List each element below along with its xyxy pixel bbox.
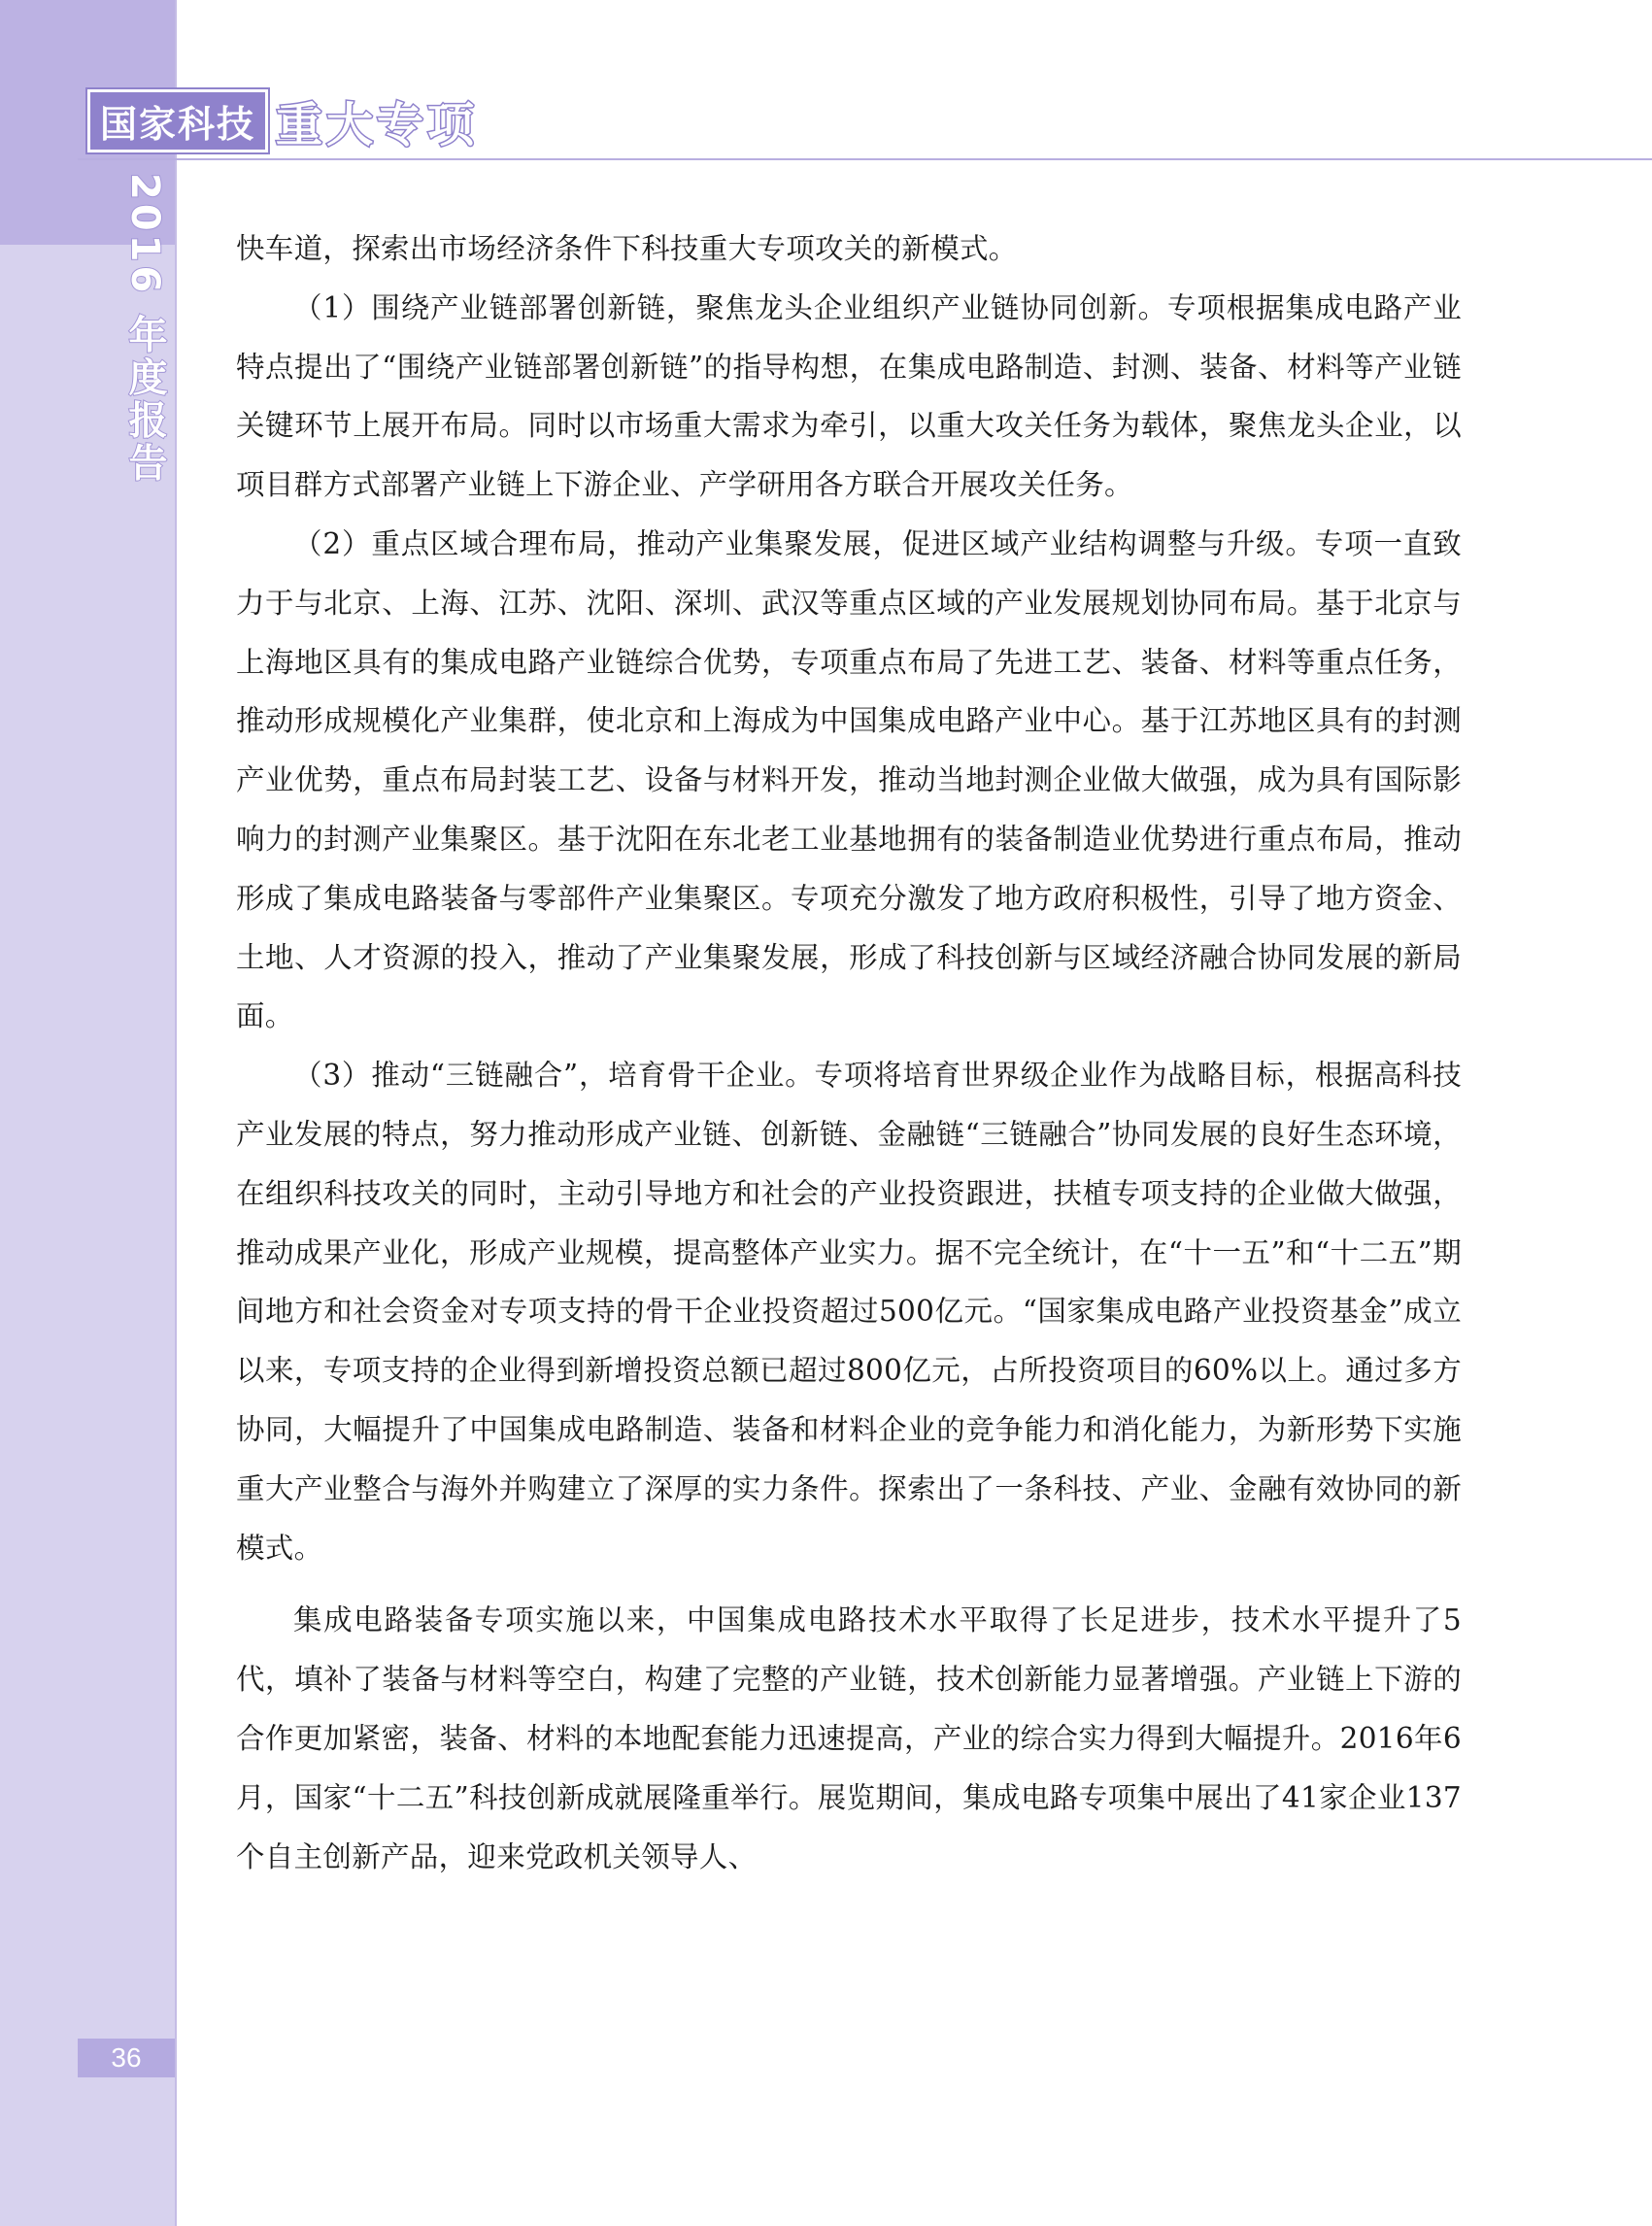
paragraph-point-1: （1）围绕产业链部署创新链，聚焦龙头企业组织产业链协同创新。专项根据集成电路产业特点提出了“围绕产业链部署创新链”的指导构想，在集成电路制造、封测、装备、材料等产业链关键环节上展开布局。同时以市场重大需求为牵引，以重大攻关任务为载体，聚焦龙头企业，以项目群方式部署产业链上下游企业、产学研用各方联合开展攻关任务。	[236, 290, 1462, 502]
paragraph-point-3: （3）推动“三链融合”，培育骨干企业。专项将培育世界级企业作为战略目标，根据高科技产业发展的特点，努力推动形成产业链、创新链、金融链“三链融合”协同发展的良好生态环境，在组织科技攻关的同时，主动引导地方和社会的产业投资跟进，扶植专项支持的企业做大做强，推动成果产业化，形成产业规模，提高整体产业实力。据不完全统计，在“十一五”和“十二五”期间地方和社会资金对专项支持的骨干企业投资超过500亿元。“国家集成电路产业投资基金”成立以来，专项支持的企业得到新增投资总额已超过800亿元，占所投资项目的60%以上。通过多方协同，大幅提升了中国集成电路制造、装备和材料企业的竞争能力和消化能力，为新形势下实施重大产业整合与海外并购建立了深厚的实力条件。探索出了一条科技、产业、金融有效协同的新模式。	[236, 1059, 1462, 1565]
header-title-part1: 国家科技	[87, 89, 268, 152]
header-rule	[78, 158, 1652, 160]
side-label-year-report: 2016 年度报告	[122, 173, 167, 486]
paragraph-point-2: （2）重点区域合理布局，推动产业集聚发展，促进区域产业结构调整与升级。专项一直致力于与北京、上海、江苏、沈阳、深圳、武汉等重点区域的产业发展规划协同布局。基于北京与上海地区具有的集成电路产业链综合优势，专项重点布局了先进工艺、装备、材料等重点任务，推动形成规模化产业集群，使北京和上海成为中国集成电路产业中心。基于江苏地区具有的封测产业优势，重点布局封装工艺、设备与材料开发，推动当地封测企业做大做强，成为具有国际影响力的封测产业集聚区。基于沈阳在东北老工业基地拥有的装备制造业优势进行重点布局，推动形成了集成电路装备与零部件产业集聚区。专项充分激发了地方政府积极性，引导了地方资金、土地、人才资源的投入，推动了产业集聚发展，形成了科技创新与区域经济融合协同发展的新局面。	[236, 526, 1462, 1033]
sidebar-divider	[175, 0, 177, 2226]
page-number: 36	[78, 2039, 175, 2077]
header-title-part2: 重大专项	[276, 97, 479, 152]
paragraph-summary: 集成电路装备专项实施以来，中国集成电路技术水平取得了长足进步，技术水平提升了5代，填补了装备与材料等空白，构建了完整的产业链，技术创新能力显著增强。产业链上下游的合作更加紧密，装备、材料的本地配套能力迅速提高，产业的综合实力得到大幅提升。2016年6月，国家“十二五”科技创新成就展隆重举行。展览期间，集成电路专项集中展出了41家企业137个自主创新产品，迎来党政机关领导人、	[236, 1603, 1462, 1873]
paragraph-continuation: 快车道，探索出市场经济条件下科技重大专项攻关的新模式。	[236, 232, 1018, 265]
running-header	[87, 93, 479, 152]
body-text	[236, 219, 1462, 1886]
